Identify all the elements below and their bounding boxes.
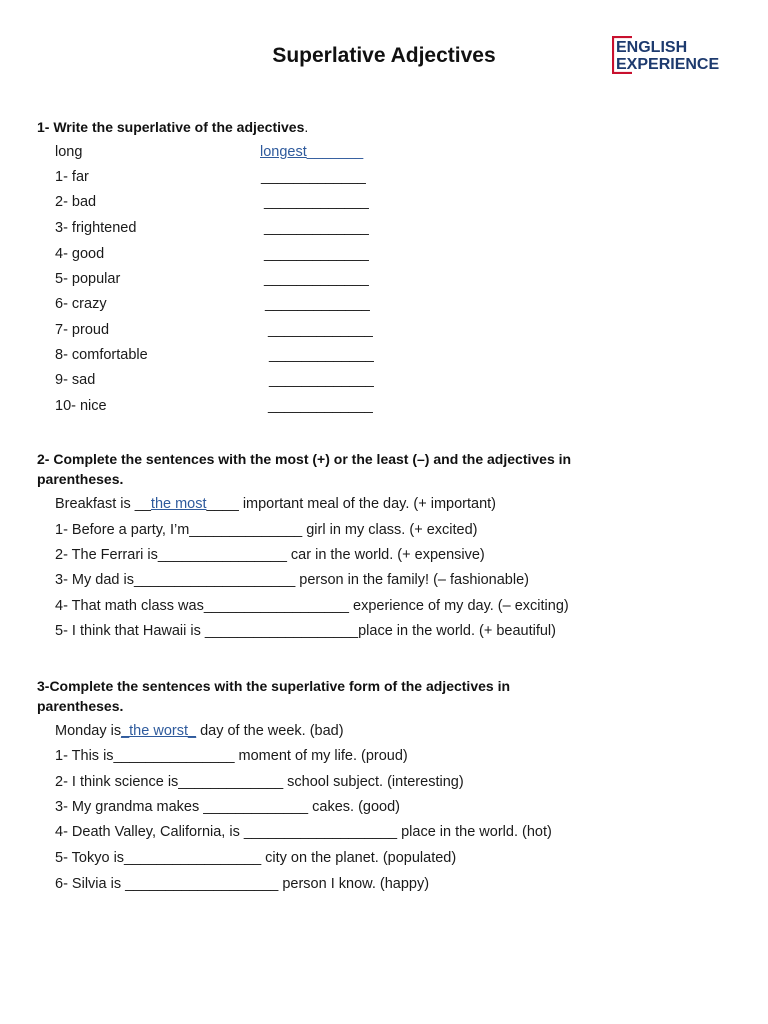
page-title: Superlative Adjectives xyxy=(272,44,496,67)
sentence-item[interactable]: 5- I think that Hawaii is ___________________place in the world. (+ beautiful) xyxy=(55,623,556,639)
sentence-item[interactable]: 2- The Ferrari is________________ car in the world. (+ expensive) xyxy=(55,547,485,563)
list-item-word: 4- good xyxy=(55,246,105,262)
example-post: day of the week. (bad) xyxy=(196,723,344,739)
list-item-word: 9- sad xyxy=(55,372,96,388)
sentence-item[interactable]: 3- My dad is____________________ person in the family! (– fashionable) xyxy=(55,572,529,588)
list-item-word: 2- bad xyxy=(55,194,97,210)
section3-heading xyxy=(37,676,657,716)
sentence-item[interactable]: 2- I think science is_____________ school subject. (interesting) xyxy=(55,774,464,790)
section3-heading-line1: 3-Complete the sentences with the superlative form of the adjectives in xyxy=(37,678,511,694)
sentence-item[interactable]: 4- That math class was__________________ experience of my day. (– exciting) xyxy=(55,598,569,614)
list-item-blank[interactable]: _____________ xyxy=(264,246,369,262)
logo-line2: EXPERIENCE xyxy=(616,56,720,73)
list-item-blank[interactable]: _____________ xyxy=(264,271,369,287)
example-pre: Breakfast is __ xyxy=(55,496,151,512)
section2-example xyxy=(55,495,496,513)
sentence-item[interactable]: 3- My grandma makes _____________ cakes. (good) xyxy=(55,799,400,815)
list-item-word: 7- proud xyxy=(55,322,110,338)
english-experience-logo xyxy=(612,36,738,74)
list-item-word: 8- comfortable xyxy=(55,347,148,363)
logo-line1: ENGLISH xyxy=(616,39,688,56)
section2-heading xyxy=(37,449,657,489)
list-item-blank[interactable]: _____________ xyxy=(268,398,373,414)
section2-heading-line2: parentheses. xyxy=(37,471,124,487)
list-item-word: 3- frightened xyxy=(55,220,137,236)
sentence-item[interactable]: 4- Death Valley, California, is ___________________ place in the world. (hot) xyxy=(55,824,552,840)
example-answer-text: the most xyxy=(150,496,207,512)
list-item-blank[interactable]: _____________ xyxy=(264,220,369,236)
list-item-blank[interactable]: _____________ xyxy=(265,296,370,312)
section1-heading xyxy=(37,117,657,137)
example-post: ____ important meal of the day. (+ important) xyxy=(206,496,497,512)
list-item-blank[interactable]: _____________ xyxy=(264,194,369,210)
list-item-word: 6- crazy xyxy=(55,296,107,312)
list-item-blank[interactable]: _____________ xyxy=(261,169,366,185)
section3-example xyxy=(55,722,344,740)
example-answer-text: _the worst_ xyxy=(121,723,197,739)
logo-graphic xyxy=(612,36,738,74)
section1-example-word: long xyxy=(55,144,83,160)
list-item-word: 10- nice xyxy=(55,398,107,414)
section2-heading-line1: 2- Complete the sentences with the most (+) or the least (–) and the adjectives in xyxy=(37,451,572,467)
list-item-blank[interactable]: _____________ xyxy=(269,372,374,388)
sentence-item[interactable]: 5- Tokyo is_________________ city on the planet. (populated) xyxy=(55,850,457,866)
section1-heading-period: . xyxy=(304,119,309,135)
example-answer-tail: _______ xyxy=(306,144,364,160)
list-item-word: 1- far xyxy=(55,169,89,185)
section3-heading-line2: parentheses. xyxy=(37,698,124,714)
section1-heading-text: 1- Write the superlative of the adjectives xyxy=(37,119,305,135)
sentence-item[interactable]: 1- This is_______________ moment of my life. (proud) xyxy=(55,748,408,764)
sentence-item[interactable]: 6- Silvia is ___________________ person I know. (happy) xyxy=(55,876,430,892)
list-item-blank[interactable]: _____________ xyxy=(268,322,373,338)
list-item-word: 5- popular xyxy=(55,271,121,287)
example-answer-text: longest xyxy=(260,144,307,160)
section1-example-answer xyxy=(260,143,363,161)
example-pre: Monday is xyxy=(55,723,122,739)
list-item-blank[interactable]: _____________ xyxy=(269,347,374,363)
sentence-item[interactable]: 1- Before a party, I’m______________ girl in my class. (+ excited) xyxy=(55,522,478,538)
